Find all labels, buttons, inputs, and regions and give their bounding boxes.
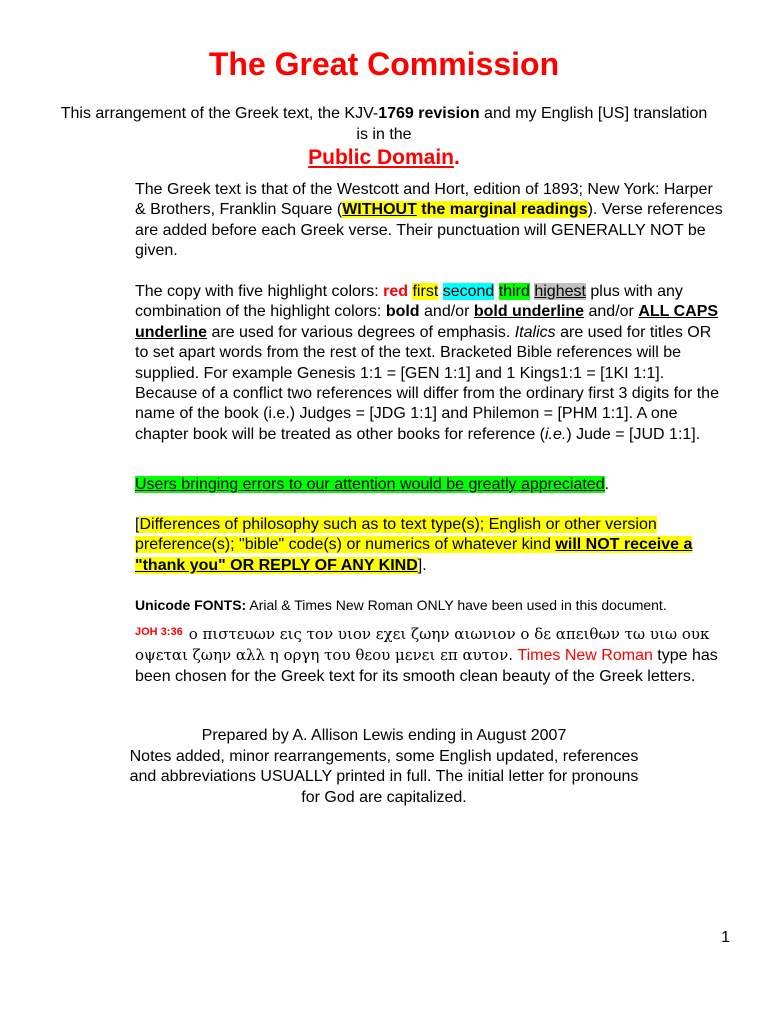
p2-text-1: The copy with five highlight colors: — [135, 283, 384, 300]
intro-paragraph — [60, 103, 708, 145]
unicode-fonts-line — [135, 595, 725, 615]
italics-sample: Italics — [514, 323, 556, 341]
errors-notice-paragraph — [135, 475, 725, 495]
preparation-note — [120, 726, 648, 808]
close-bracket: ]. — [417, 556, 427, 574]
bold-sample: bold — [385, 303, 420, 321]
page-title: The Great Commission — [208, 46, 560, 82]
first-sample: first — [412, 283, 439, 300]
without-text: WITHOUT — [342, 201, 417, 219]
p2-text-7: ) Jude = [JUD 1:1]. — [566, 425, 701, 443]
open-bracket: [ — [135, 516, 140, 533]
p2-text-4: and/or — [584, 303, 639, 321]
public-domain-line — [0, 144, 768, 172]
unicode-fonts-text: Arial & Times New Roman ONLY have been used in this document. — [246, 597, 667, 613]
p1-text-1: The Greek text is that of the Westcott and Hort, edition of 1893; New York: Harper & Brothers, Franklin Square ( — [135, 181, 713, 219]
p2-text-2: plus with any combination of the highlight colors: — [135, 283, 683, 321]
bold-underline-sample: bold underline — [473, 303, 585, 321]
p2-text-5: are used for various degrees of emphasis. — [207, 323, 515, 341]
second-sample: second — [442, 283, 495, 300]
p1-text-2: ). Verse references are added before each Greek verse. Their punctuation will GENERALLY NOT be given. — [135, 201, 723, 260]
red-sample: red — [383, 283, 409, 300]
third-sample: third — [498, 283, 530, 300]
all-caps-underline-sample: ALL CAPS underline — [135, 303, 719, 341]
page-number: 1 — [721, 929, 730, 946]
unicode-fonts-label: Unicode FONTS: — [135, 597, 247, 613]
intro-text-1: This arrangement of the Greek text, the KJV- — [60, 105, 379, 122]
errors-notice-text: Users bringing errors to our attention would be greatly appreciated — [135, 476, 605, 493]
differences-paragraph — [135, 515, 725, 576]
public-domain-text: Public Domain — [308, 146, 454, 169]
ie-text: i.e. — [545, 425, 567, 443]
will-not-reply-text: will NOT receive a "thank you" OR REPLY OF ANY KIND — [135, 536, 693, 574]
times-new-roman-text: Times New Roman — [517, 647, 653, 665]
greek-sample-paragraph — [135, 622, 725, 687]
greek-verse-text: ο πιστευων εις τον υιον εχει ζωην αιωνιον ο δε απειθων τω υιω ουκ οψεται ζωην αλλ η οργη του θεου μενει επ αυτον. — [135, 625, 710, 665]
errors-notice-end: . — [604, 476, 610, 493]
notes-added-line: Notes added, minor rearrangements, some English updated, references and abbreviations USUALLY printed in full. The initial letter for pronouns for God are capitalized. — [129, 747, 639, 806]
greek-sample-text: type has been chosen for the Greek text for its smooth clean beauty of the Greek letters. — [135, 647, 718, 685]
verse-reference: JOH 3:36 — [135, 626, 183, 638]
public-domain-period: . — [454, 146, 460, 169]
revision-text: 1769 revision — [378, 105, 480, 122]
differences-highlight — [135, 516, 692, 574]
differences-text: Differences of philosophy such as to text type(s); English or other version preference(s); "bible" code(s) or numerics of whatever kind — [135, 516, 657, 554]
intro-text-2: and my English [US] translation is in the — [356, 105, 708, 143]
p2-text-6: are used for titles OR to set apart words from the rest of the text. Bracketed Bible references will be supplied. For example Genesis 1:1 = [GEN 1:1] and 1 Kings1:1 = [1KI 1:1]. Because of a conflict two references will differ from the ordinary first 3 digits for the name of the book (i.e.) Judges = [JDG 1:1] and Philemon = [PHM 1:1]. A one chapter book will be treated as other books for reference ( — [135, 323, 719, 443]
p2-text-3: and/or — [419, 303, 474, 321]
marginal-readings-text: the marginal readings — [416, 201, 588, 219]
without-marginal-highlight — [342, 201, 587, 218]
highest-sample: highest — [534, 283, 586, 300]
prepared-by-line: Prepared by A. Allison Lewis ending in August 2007 — [201, 727, 567, 744]
highlight-colors-paragraph — [135, 282, 725, 445]
greek-text-source-paragraph — [135, 180, 725, 262]
